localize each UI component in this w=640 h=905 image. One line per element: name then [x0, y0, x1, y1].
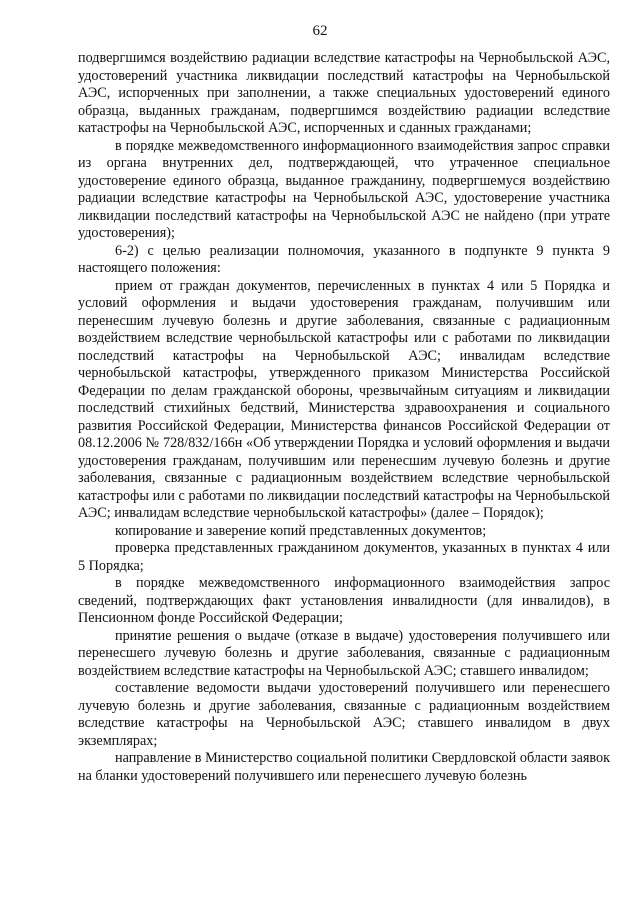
document-body [78, 50, 610, 785]
paragraph: в порядке межведомственного информационного взаимодействия запрос сведений, подтверждающих факт установления инвалидности (для инвалидов), в Пенсионном фонде Российской Федерации; [78, 575, 610, 626]
page-number: 62 [312, 23, 328, 39]
paragraph: копирование и заверение копий представленных документов; [115, 522, 487, 539]
paragraph: в порядке межведомственного информационного взаимодействия запрос справки из органа внутренних дел, подтверждающей, что утраченное специальное удостоверение единого образца, выданное гражданину, подвергшемуся воздействию радиации вследствие катастрофы на Чернобыльской АЭС, удостоверение участника ликвидации последствий катастрофы на Чернобыльской АЭС не найдено (при утрате удостоверения); [78, 137, 610, 241]
paragraph-subitem-6-2: 6-2) с целью реализации полномочия, указанного в подпункте 9 пункта 9 настоящего положения: [78, 242, 610, 276]
paragraph: принятие решения о выдаче (отказе в выдаче) удостоверения получившего или перенесшего лучевую болезнь и другие заболевания, связанные с радиационным воздействием вследствие катастрофы на Чернобыльской АЭС; ставшего инвалидом; [78, 627, 610, 679]
paragraph: направление в Министерство социальной политики Свердловской области заявок на бланки удостоверений получившего или перенесшего лучевую болезнь [78, 750, 610, 784]
paragraph: составление ведомости выдачи удостоверений получившего или перенесшего лучевую болезнь и другие заболевания, связанные с радиационным воздействием вследствие катастрофы на Чернобыльской АЭС; ставшего инвалидом в двух экземплярах; [78, 680, 610, 749]
paragraph-continuation: подвергшимся воздействию радиации вследствие катастрофы на Чернобыльской АЭС, удостоверений участника ликвидации последствий катастрофы на Чернобыльской АЭС, испорченных при заполнении, а также специальных удостоверений единого образца, выданных гражданам, подвергшимся воздействию радиации вследствие катастрофы на Чернобыльской АЭС, испорченных и сданных гражданами; [78, 50, 610, 136]
paragraph: проверка представленных гражданином документов, указанных в пунктах 4 или 5 Порядка; [78, 540, 610, 574]
paragraph: прием от граждан документов, перечисленных в пунктах 4 или 5 Порядка и условий оформления и выдачи удостоверения гражданам, получившим или перенесшим лучевую болезнь и другие заболевания, связанные с радиационным воздействием вследствие чернобыльской катастрофы или с работами по ликвидации последствий катастрофы на Чернобыльской АЭС; инвалидам вследствие чернобыльской катастрофы, утвержденного приказом Министерства Российской Федерации по делам гражданской обороны, чрезвычайным ситуациям и ликвидации последствий стихийных бедствий, Министерства здравоохранения и социального развития Российской Федерации, Министерства финансов Российской Федерации от 08.12.2006 № 728/832/166н «Об утверждении Порядка и условий оформления и выдачи удостоверения гражданам, получившим или перенесшим лучевую болезнь и другие заболевания, связанные с радиационным воздействием вследствие чернобыльской катастрофы или с работами по ликвидации последствий катастрофы на Чернобыльской АЭС; инвалидам вследствие чернобыльской катастрофы» (далее – Порядок); [78, 277, 610, 521]
